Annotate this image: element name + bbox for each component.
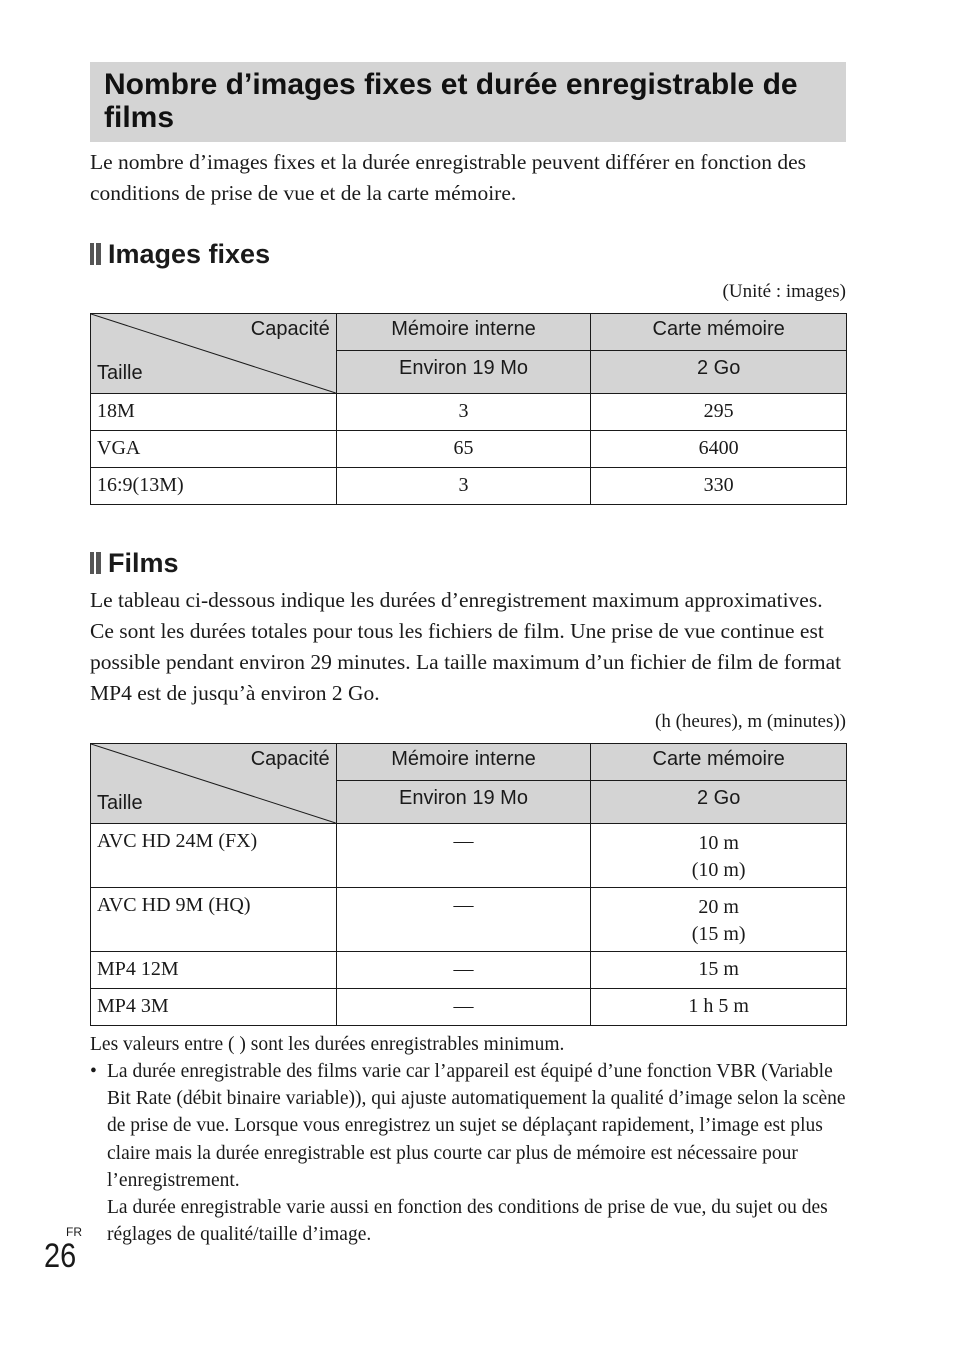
films-unit: (h (heures), m (minutes)) — [655, 711, 846, 732]
row-card: 1 h 5 m — [591, 989, 847, 1026]
table-row — [91, 888, 847, 952]
row-internal: — — [336, 888, 591, 952]
row-card: 6400 — [591, 431, 847, 468]
images-col-internal: Mémoire interne — [336, 314, 591, 351]
row-card-time: 20 m — [698, 896, 739, 918]
row-internal: 65 — [336, 431, 591, 468]
row-size: 16:9(13M) — [91, 468, 337, 505]
films-col-card: Carte mémoire — [591, 744, 847, 781]
images-corner-cell — [91, 314, 337, 394]
section-films-heading — [90, 548, 179, 578]
films-corner-size: Taille — [97, 792, 143, 814]
title-banner — [90, 62, 846, 142]
intro-text: Le nombre d’images fixes et la durée enregistrable peuvent différer en fonction des conditions de prise de vue et de la carte mémoire. — [90, 150, 806, 205]
min-values-note: Les valeurs entre ( ) sont les durées enregistrables minimum. — [90, 1034, 565, 1055]
section-films-title: Films — [108, 548, 179, 578]
films-text: Le tableau ci-dessous indique les durées d’enregistrement maximum approximatives. Ce sont les durées totales pour tous les fichiers de film. Une prise de vue continue est possible pendant environ 29 minutes. La taille maximum d’un fichier de film de format MP4 est de jusqu’à environ 2 Go. — [90, 588, 842, 705]
films-corner-cell — [91, 744, 337, 824]
row-card-min: (15 m) — [691, 923, 746, 945]
section-images-title: Images fixes — [108, 239, 271, 269]
images-card-capacity: 2 Go — [591, 351, 847, 394]
row-card — [591, 888, 847, 952]
row-size: 18M — [91, 394, 337, 431]
row-size: AVC HD 24M (FX) — [91, 824, 337, 888]
row-size: AVC HD 9M (HQ) — [91, 888, 337, 952]
table-row — [91, 431, 847, 468]
row-size: MP4 3M — [91, 989, 337, 1026]
images-col-card: Carte mémoire — [591, 314, 847, 351]
films-corner-capacity: Capacité — [250, 748, 330, 770]
images-internal-capacity: Environ 19 Mo — [336, 351, 591, 394]
row-internal: — — [336, 989, 591, 1026]
row-size: VGA — [91, 431, 337, 468]
table-row — [91, 468, 847, 505]
row-card-time: 10 m — [698, 832, 739, 854]
bullet-paragraph-2: La durée enregistrable varie aussi en fonction des conditions de prise de vue, du sujet ou des réglages de qualité/taille d’image. — [107, 1197, 828, 1246]
bullet-note — [90, 1058, 850, 1248]
row-card: 295 — [591, 394, 847, 431]
table-row — [91, 952, 847, 989]
row-card: 15 m — [591, 952, 847, 989]
bullet-dot: • — [90, 1061, 97, 1082]
table-row — [91, 394, 847, 431]
section-marker-icon — [90, 552, 101, 574]
row-internal: 3 — [336, 468, 591, 505]
films-internal-capacity: Environ 19 Mo — [336, 781, 591, 824]
row-size: MP4 12M — [91, 952, 337, 989]
row-card-min: (10 m) — [691, 859, 746, 881]
row-card: 330 — [591, 468, 847, 505]
section-marker-icon — [90, 243, 101, 265]
films-table — [90, 743, 847, 1026]
row-internal: — — [336, 952, 591, 989]
table-row — [91, 989, 847, 1026]
page-number: 26 — [44, 1237, 77, 1275]
language-label: FR — [66, 1225, 82, 1239]
images-corner-size: Taille — [97, 362, 143, 384]
films-card-capacity: 2 Go — [591, 781, 847, 824]
section-images-heading — [90, 239, 270, 269]
row-internal: 3 — [336, 394, 591, 431]
films-col-internal: Mémoire interne — [336, 744, 591, 781]
images-unit: (Unité : images) — [722, 281, 846, 302]
images-corner-capacity: Capacité — [250, 318, 330, 340]
row-card — [591, 824, 847, 888]
table-row — [91, 824, 847, 888]
row-internal: — — [336, 824, 591, 888]
bullet-paragraph-1: La durée enregistrable des films varie car l’appareil est équipé d’une fonction VBR (Variable Bit Rate (débit binaire variable)), qui ajuste automatiquement la qualité d’image selon la scène de prise de vue. Lorsque vous enregistrez un sujet se déplaçant rapidement, l’image est plus claire mais la durée enregistrable est plus courte car plus de mémoire est nécessaire pour l’enregistrement. — [107, 1061, 846, 1191]
images-table — [90, 313, 847, 505]
page-title: Nombre d’images fixes et durée enregistrable de films — [104, 68, 798, 134]
